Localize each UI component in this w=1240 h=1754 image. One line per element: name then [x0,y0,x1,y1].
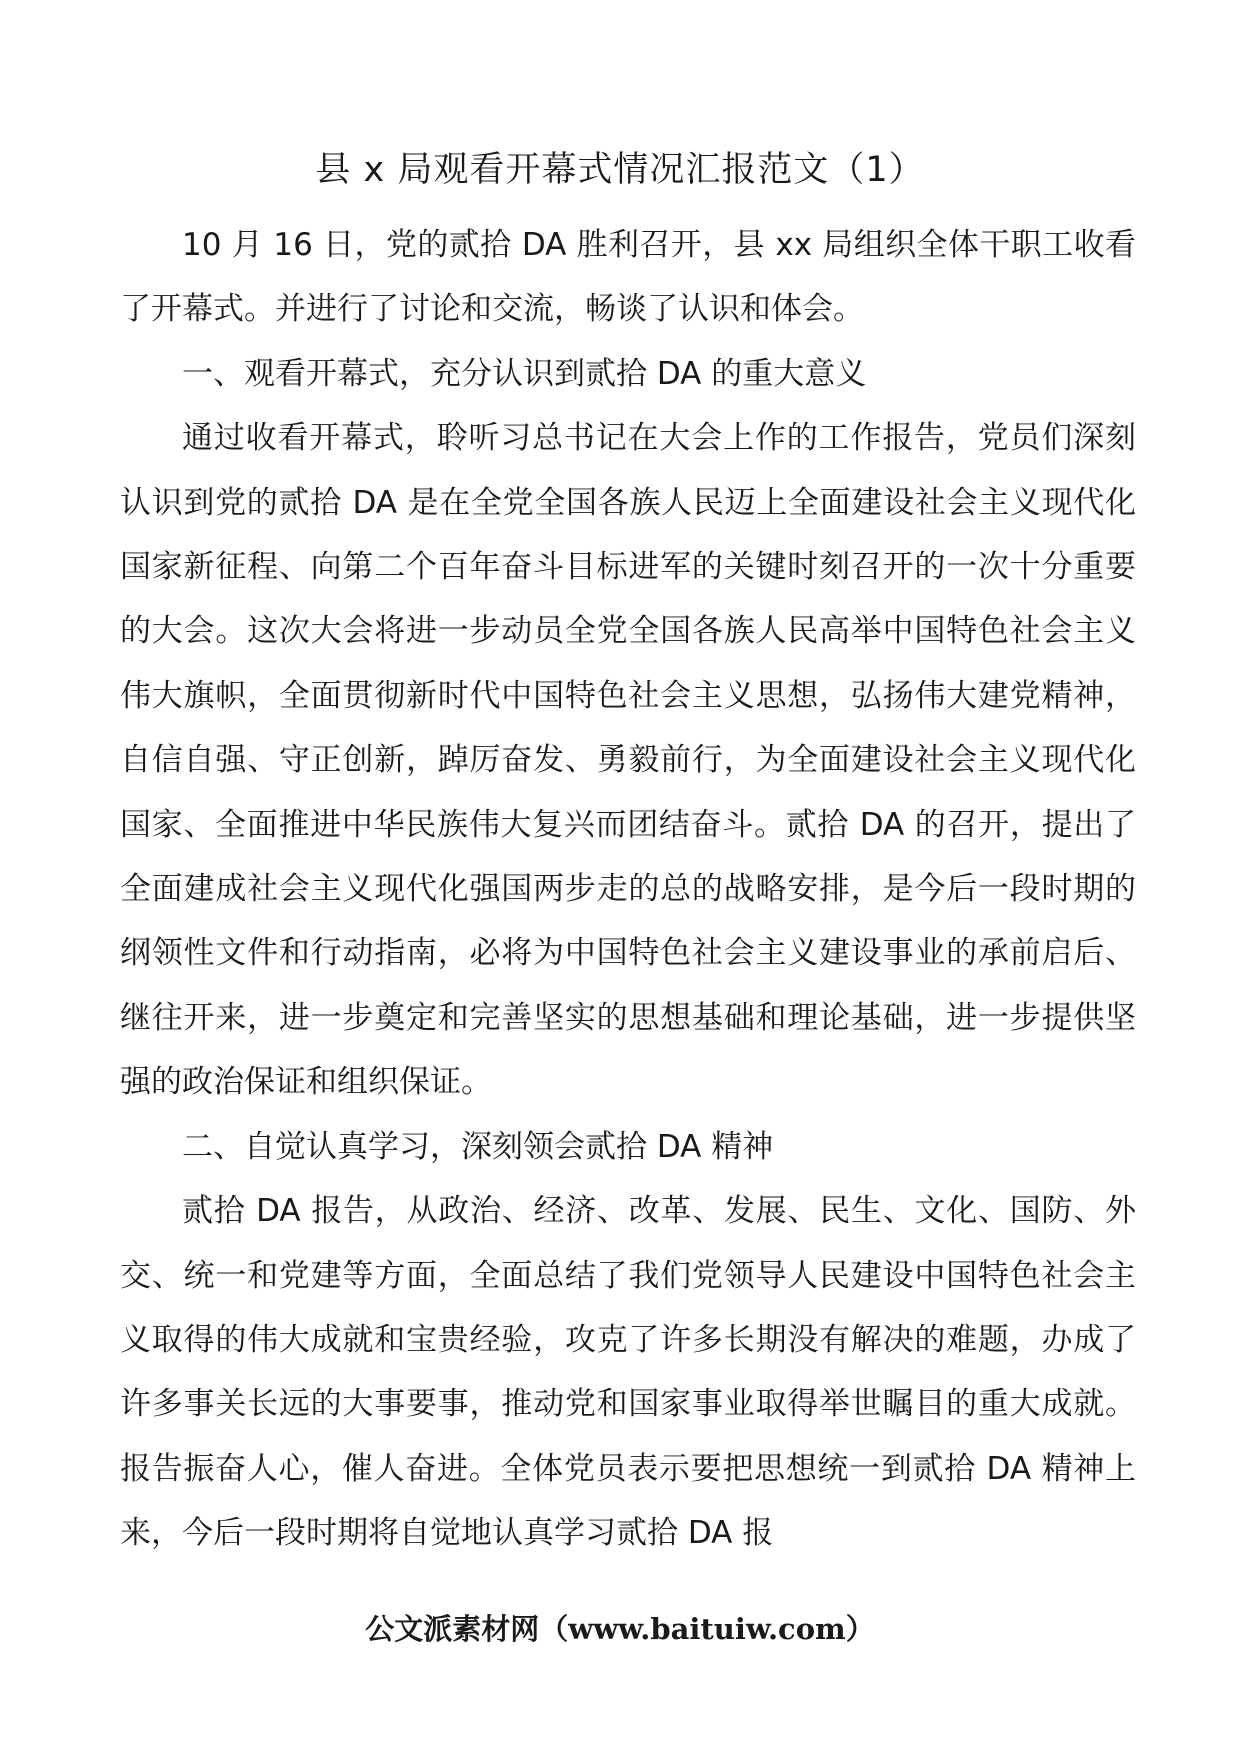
document-body [120,213,1136,1566]
paragraph-section-2: 贰拾 DA 报告，从政治、经济、改革、发展、民生、文化、国防、外交、统一和党建等方面，全面总结了我们党领导人民建设中国特色社会主义取得的伟大成就和宝贵经验，攻克了许多长期没有解决的难题，办成了许多事关长远的大事要事，推动党和国家事业取得举世瞩目的重大成就。报告振奋人心，催人奋进。全体党员表示要把思想统一到贰拾 DA 精神上来，今后一段时期将自觉地认真学习贰拾 DA 报 [120,1193,1136,1552]
paragraph-intro: 10 月 16 日，党的贰拾 DA 胜利召开，县 xx 局组织全体干职工收看了开幕式。并进行了讨论和交流，畅谈了认识和体会。 [120,227,1136,328]
footer-source: 公文派素材网（www.baituiw.com） [365,1612,875,1646]
section-heading-2: 二、自觉认真学习，深刻领会贰拾 DA 精神 [182,1128,774,1165]
document-title: 县 x 局观看开幕式情况汇报范文（1） [315,150,925,190]
section-heading-1: 一、观看开幕式，充分认识到贰拾 DA 的重大意义 [182,355,867,392]
paragraph-section-1: 通过收看开幕式，聆听习总书记在大会上作的工作报告，党员们深刻认识到党的贰拾 DA 是在全党全国各族人民迈上全面建设社会主义现代化国家新征程、向第二个百年奋斗目标进军的关键时刻召开的一次十分重要的大会。这次大会将进一步动员全党全国各族人民高举中国特色社会主义伟大旗帜，全面贯彻新时代中国特色社会主义思想，弘扬伟大建党精神，自信自强、守正创新，踔厉奋发、勇毅前行，为全面建设社会主义现代化国家、全面推进中华民族伟大复兴而团结奋斗。贰拾 DA 的召开，提出了全面建成社会主义现代化强国两步走的总的战略安排，是今后一段时期的纲领性文件和行动指南，必将为中国特色社会主义建设事业的承前启后、继往开来，进一步奠定和完善坚实的思想基础和理论基础，进一步提供坚强的政治保证和组织保证。 [120,420,1136,1101]
